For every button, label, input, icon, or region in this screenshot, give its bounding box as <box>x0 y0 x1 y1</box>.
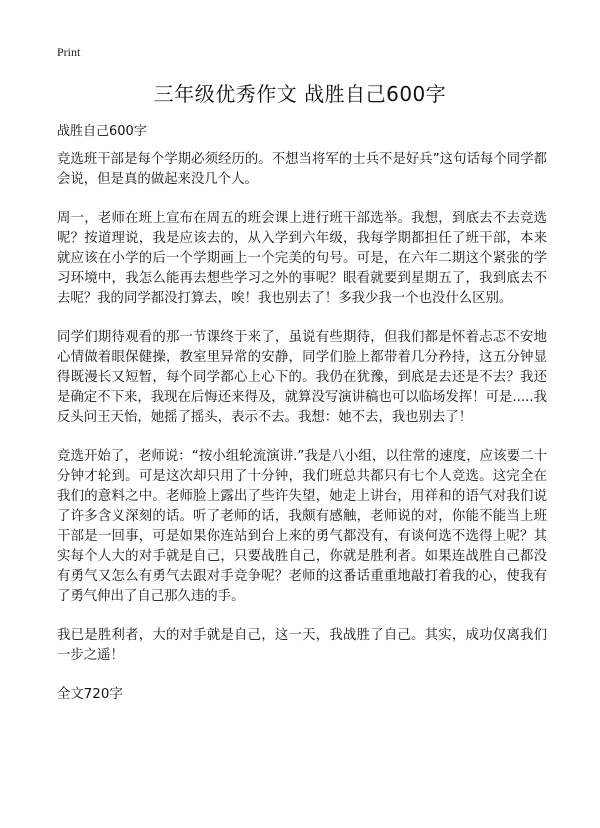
paragraph-3: 同学们期待观看的那一节课终于来了，虽说有些期待，但我们都是怀着忐忑不安地心情做着眼保健操，教室里异常的安静，同学们脸上都带着几分矜持，这五分钟显得既漫长又短暂，每个同学都心上心下的。我仍在犹豫，到底是去还是不去？我还是确定不下来，我现在后悔还来得及，就算没写演讲稿也可以临场发挥！可是.....我反头问王天怡，她摇了摇头，表示不去。我想：她不去，我也别去了！ <box>57 330 547 425</box>
paragraph-5: 我已是胜利者，大的对手就是自己，这一天，我战胜了自己。其实，成功仅离我们一步之遥！ <box>57 628 547 663</box>
word-count: 全文720字 <box>57 687 123 702</box>
paragraph-2: 周一，老师在班上宣布在周五的班会课上进行班干部选举。我想，到底去不去竞选呢？按道理说，我是应该去的，从入学到六年级，我每学期都担任了班干部，本来就应该在小学的后一个学期画上一个完美的句号。可是，在六年二期这个紧张的学习环境中，我怎么能再去想些学习之外的事呢？眼看就要到星期五了，我到底去不去呢？我的同学都没打算去，唉！我也别去了！多我少我一个也没什么区别。 <box>57 211 547 306</box>
paragraph-4: 竞选开始了，老师说：“按小组轮流演讲.”我是八小组，以往常的速度，应该要二十分钟才轮到。可是这次却只用了十分钟，我们班总共都只有七个人竞选。这完全在我们的意料之中。老师脸上露出了些许失望，她走上讲台，用祥和的语气对我们说了许多含义深刻的话。听了老师的话，我颇有感触，老师说的对，你能不能当上班干部是一回事，可是如果你连站到台上来的勇气都没有，有谈何选不选得上呢？其实每个人大的对手就是自己，只要战胜自己，你就是胜利者。如果连战胜自己都没有勇气又怎么有勇气去跟对手竞争呢？老师的这番话重重地敲打着我的心，使我有了勇气伸出了自己那久违的手。 <box>57 449 547 604</box>
article-subtitle: 战胜自己600字 <box>57 124 147 139</box>
print-label[interactable]: Print <box>57 45 81 59</box>
paragraph-1: 竞选班干部是每个学期必须经历的。不想当将军的士兵不是好兵”这句话每个同学都会说，但是真的做起来没几个人。 <box>57 152 547 187</box>
page-title: 三年级优秀作文 战胜自己600字 <box>153 82 447 106</box>
article-body <box>57 150 547 705</box>
